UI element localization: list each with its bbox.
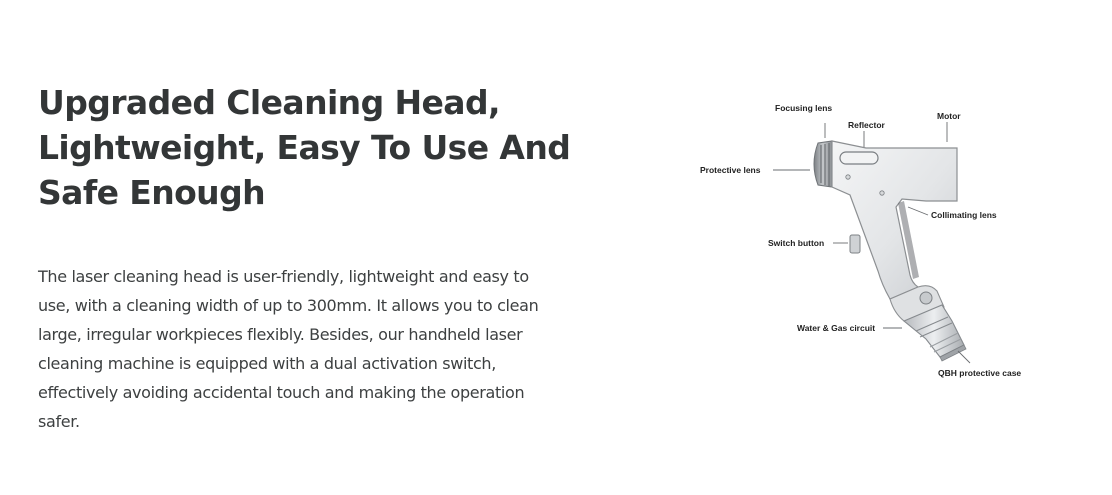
description-line-6: safer. <box>38 412 80 431</box>
page-title-line-1: Upgraded Cleaning Head, <box>38 83 500 122</box>
label-protective-lens: Protective lens <box>700 165 761 175</box>
label-water-gas-circuit: Water & Gas circuit <box>797 323 876 333</box>
description-line-1: The laser cleaning head is user-friendly, lightweight and easy to <box>38 267 529 286</box>
label-collimating-lens: Collimating lens <box>931 210 997 220</box>
page-title <box>38 80 598 215</box>
label-reflector: Reflector <box>848 120 885 130</box>
cleaning-head-diagram <box>690 95 1040 395</box>
description-paragraph <box>38 262 598 436</box>
cleaning-head-illustration <box>690 95 1040 395</box>
label-motor: Motor <box>937 111 961 121</box>
headline-block <box>38 80 598 215</box>
label-qbh-protective-case: QBH protective case <box>938 368 1022 378</box>
label-focusing-lens: Focusing lens <box>775 103 833 113</box>
description-line-3: large, irregular workpieces flexibly. Besides, our handheld laser <box>38 325 523 344</box>
description-line-5: effectively avoiding accidental touch and making the operation <box>38 383 525 402</box>
label-switch-button: Switch button <box>768 238 825 248</box>
description-line-2: use, with a cleaning width of up to 300mm. It allows you to clean <box>38 296 539 315</box>
page-title-line-2: Lightweight, Easy To Use And <box>38 128 571 167</box>
description-line-4: cleaning machine is equipped with a dual activation switch, <box>38 354 496 373</box>
page-title-line-3: Safe Enough <box>38 173 265 212</box>
